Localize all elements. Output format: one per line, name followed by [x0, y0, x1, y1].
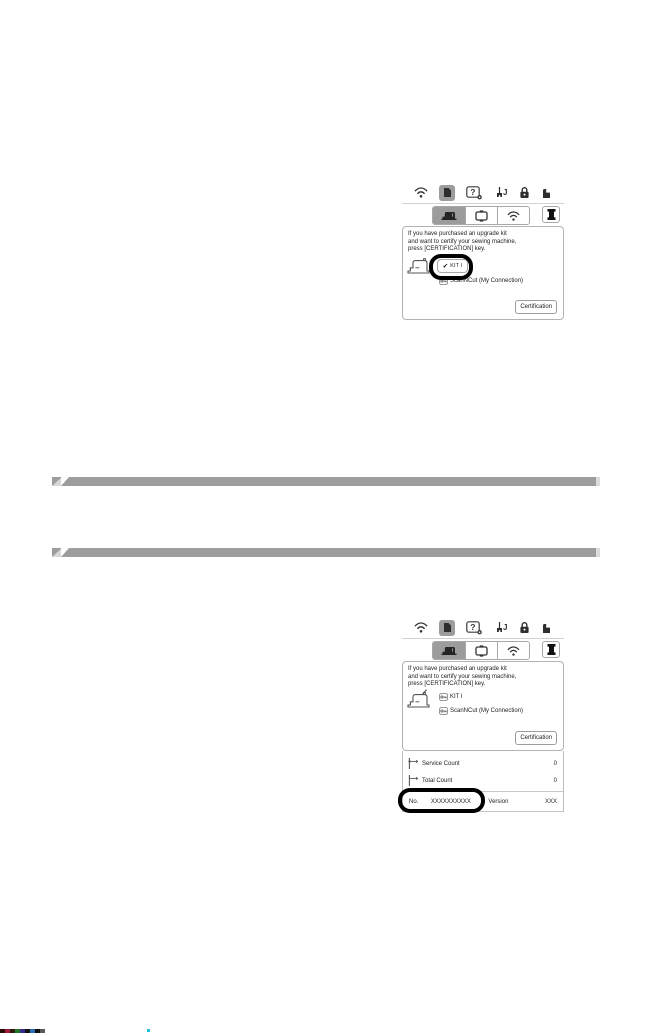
tab-wireless[interactable]	[497, 642, 529, 659]
lock-icon[interactable]	[519, 621, 530, 634]
instruction-line: press [CERTIFICATION] key.	[408, 681, 486, 688]
version-value: XXX	[544, 799, 557, 805]
sewing-foot-j-icon[interactable]	[495, 621, 508, 634]
tab-sewing-machine[interactable]	[433, 207, 465, 224]
scan-artifact-dot	[147, 1029, 150, 1032]
instruction-line: and want to certify your sewing machine,	[408, 238, 517, 245]
settings-category-bar	[402, 182, 564, 204]
check-icon: ✔	[442, 263, 449, 270]
settings-screenshot-bottom	[402, 617, 564, 813]
section-divider-bar	[62, 477, 596, 486]
total-count-value: 0	[553, 777, 557, 784]
kit1-item[interactable]	[439, 693, 463, 701]
embroidery-frame-button[interactable]	[542, 641, 560, 658]
machine-info-icon[interactable]	[466, 186, 483, 200]
certification-button[interactable]: Certification	[515, 731, 557, 745]
page-icon[interactable]	[439, 620, 455, 636]
svg-text:?: ?	[470, 621, 476, 632]
needle-double-arrow-icon	[407, 757, 418, 770]
instruction-text	[403, 227, 563, 254]
scan-artifact-strip	[0, 1029, 45, 1033]
instruction-line: If you have purchased an upgrade kit	[408, 231, 507, 237]
spool-frame-icon	[546, 208, 557, 221]
machine-number-value: XXXXXXXXXX	[430, 799, 471, 805]
certification-button[interactable]: Certification	[515, 300, 557, 314]
service-count-label: Service Count	[422, 760, 460, 767]
scanncut-label: ScanNCut (My Connection)	[450, 708, 524, 714]
instruction-line: press [CERTIFICATION] key.	[408, 246, 486, 253]
certification-panel	[402, 661, 564, 751]
total-count-row	[407, 774, 557, 787]
settings-category-bar	[402, 617, 564, 639]
kit1-label: KIT I	[450, 694, 463, 700]
sewing-machine-illustration	[406, 689, 432, 709]
lock-icon[interactable]	[519, 186, 530, 199]
tab-embroidery-frame[interactable]	[465, 207, 497, 224]
certification-key-icon	[439, 693, 448, 701]
machine-info-icon[interactable]	[466, 621, 483, 635]
certification-key-icon	[439, 707, 448, 715]
sewing-foot-j-icon[interactable]	[495, 186, 508, 199]
settings-tab-group	[432, 641, 530, 660]
instruction-line: If you have purchased an upgrade kit	[408, 666, 507, 672]
instruction-line: and want to certify your sewing machine,	[408, 673, 517, 680]
artifact-square	[40, 1029, 45, 1033]
wireless-lan-icon[interactable]	[414, 622, 428, 633]
service-count-value: 0	[553, 760, 557, 767]
settings-tab-bar	[402, 204, 564, 226]
embroidery-frame-button[interactable]	[542, 206, 560, 223]
certification-panel	[402, 226, 564, 320]
page-icon[interactable]	[439, 185, 455, 201]
scanncut-connection-item[interactable]	[439, 707, 523, 715]
tab-embroidery-frame[interactable]	[465, 642, 497, 659]
tab-wireless[interactable]	[497, 207, 529, 224]
settings-tab-group	[432, 206, 530, 225]
scanncut-label: ScanNCut (My Connection)	[450, 278, 524, 284]
annotation-ring-kit	[429, 254, 473, 280]
tab-sewing-machine[interactable]	[433, 642, 465, 659]
svg-text:?: ?	[470, 186, 476, 197]
machine-number-label: No.	[409, 799, 419, 805]
total-count-label: Total Count	[422, 777, 453, 784]
settings-screenshot-top	[402, 182, 564, 320]
instruction-text	[403, 662, 563, 689]
settings-tab-bar	[402, 639, 564, 661]
presser-foot-icon[interactable]	[541, 187, 552, 199]
svg-text:J: J	[502, 623, 508, 632]
section-divider-bar	[62, 548, 596, 557]
needle-arrow-icon	[407, 774, 418, 787]
kit1-label: KIT I	[450, 263, 463, 269]
wireless-lan-icon[interactable]	[414, 187, 428, 198]
svg-text:J: J	[502, 188, 508, 197]
presser-foot-icon[interactable]	[541, 622, 552, 634]
service-count-row	[407, 757, 557, 770]
spool-frame-icon	[546, 643, 557, 656]
annotation-ring-machine-number	[398, 788, 485, 813]
version-label: Version	[488, 799, 509, 805]
